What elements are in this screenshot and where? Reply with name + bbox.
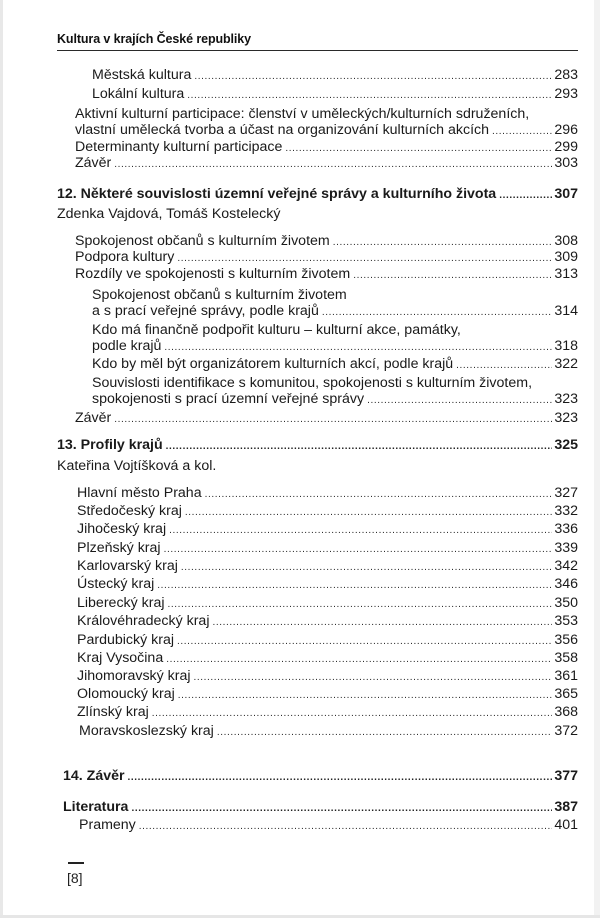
toc-entry-label: podle krajů xyxy=(92,338,162,354)
toc-entry-label: Jihomoravský kraj xyxy=(77,668,191,684)
toc-entry-label: Prameny xyxy=(79,817,136,833)
dot-leader xyxy=(367,392,552,409)
toc-entry-page: 401 xyxy=(554,817,578,833)
toc-entry-page: 358 xyxy=(554,650,578,666)
toc-entry-label: Plzeňský kraj xyxy=(77,540,161,556)
toc-entry-label: Rozdíly ve spokojenosti s kulturním životem xyxy=(75,266,351,282)
dot-leader xyxy=(205,486,553,503)
toc-entry-label: Lokální kultura xyxy=(92,86,185,102)
chapter-page: 377 xyxy=(554,768,578,784)
dot-leader xyxy=(353,267,552,284)
toc-entry-label: Pardubický kraj xyxy=(77,632,174,648)
footer-rule xyxy=(68,862,84,864)
toc-entry-page: 327 xyxy=(554,485,578,501)
toc-entry-label: vlastní umělecká tvorba a účast na organizování kulturních akcích xyxy=(75,122,490,138)
toc-entry-label: Hlavní město Praha xyxy=(77,485,202,501)
toc-entry-label-line1: Spokojenost občanů s kulturním životem xyxy=(92,287,347,303)
chapter-title: 13. Profily krajů xyxy=(57,437,163,453)
toc-entry-label: Závěr xyxy=(75,155,112,171)
dot-leader xyxy=(166,438,553,455)
toc-entry-page: 323 xyxy=(554,391,578,407)
toc-entry-label-line1: Aktivní kulturní participace: členství v uměleckých/kulturních sdruženích, xyxy=(75,106,530,122)
toc-entry-page: 323 xyxy=(554,410,578,426)
toc-entry-page: 356 xyxy=(554,632,578,648)
toc-entry-label: spokojenosti s prací územní veřejné správy xyxy=(92,391,365,407)
toc-entry-page: 353 xyxy=(554,613,578,629)
toc-entry-page: 283 xyxy=(554,67,578,83)
page-left-edge xyxy=(0,0,3,918)
toc-entry-page: 336 xyxy=(554,521,578,537)
dot-leader xyxy=(152,705,553,722)
toc-entry-label: Determinanty kulturní participace xyxy=(75,139,283,155)
toc-entry-page: 318 xyxy=(554,338,578,354)
chapter-page: 307 xyxy=(554,186,578,202)
toc-entry-page: 339 xyxy=(554,540,578,556)
dot-leader xyxy=(164,541,553,558)
toc-entry-label-line1: Souvislosti identifikace s komunitou, spokojenosti s kulturním životem, xyxy=(92,375,533,391)
page-number: [8] xyxy=(67,870,83,886)
toc-entry-label: Liberecký kraj xyxy=(77,595,165,611)
dot-leader xyxy=(114,411,552,428)
chapter-title: 14. Závěr xyxy=(63,768,125,784)
toc-entry-page: 313 xyxy=(554,266,578,282)
toc-entry-page: 303 xyxy=(554,155,578,171)
toc-entry-label: Závěr xyxy=(75,410,112,426)
toc-entry-label: Zlínský kraj xyxy=(77,704,149,720)
chapter-title: 12. Některé souvislosti územní veřejné správy a kulturního života xyxy=(57,186,497,202)
toc-entry-label: Moravskoslezský kraj xyxy=(79,723,214,739)
toc-entry-page: 361 xyxy=(554,668,578,684)
dot-leader xyxy=(185,504,552,521)
dot-leader xyxy=(131,800,552,817)
toc-entry-page: 314 xyxy=(554,303,578,319)
page-right-edge xyxy=(594,0,600,918)
toc-entry-page: 368 xyxy=(554,704,578,720)
toc-entry-label: Karlovarský kraj xyxy=(77,558,178,574)
dot-leader xyxy=(166,651,552,668)
toc-entry-label: Královéhradecký kraj xyxy=(77,613,210,629)
toc-entry-page: 322 xyxy=(554,356,578,372)
toc-entry-label: Městská kultura xyxy=(92,67,192,83)
running-head: Kultura v krajích České republiky xyxy=(57,32,252,46)
toc-entry-label: Olomoucký kraj xyxy=(77,686,175,702)
toc-entry-label-line1: Kdo má finančně podpořit kulturu – kulturní akce, památky, xyxy=(92,322,461,338)
toc-entry-label: Kdo by měl být organizátorem kulturních akcí, podle krajů xyxy=(92,356,454,372)
dot-leader xyxy=(181,559,552,576)
toc-entry-page: 332 xyxy=(554,503,578,519)
toc-entry-label: Kraj Vysočina xyxy=(77,650,164,666)
dot-leader xyxy=(492,123,552,140)
dot-leader xyxy=(217,724,553,741)
toc-entry-page: 293 xyxy=(554,86,578,102)
toc-entry-label: Středočeský kraj xyxy=(77,503,182,519)
toc-entry-page: 350 xyxy=(554,595,578,611)
chapter-page: 325 xyxy=(554,437,578,453)
toc-entry-page: 299 xyxy=(554,139,578,155)
dot-leader xyxy=(177,250,552,267)
toc-entry-label: Podpora kultury xyxy=(75,249,175,265)
dot-leader xyxy=(157,577,552,594)
dot-leader xyxy=(139,818,553,835)
chapter-title: Literatura xyxy=(63,799,129,815)
toc-entry-page: 308 xyxy=(554,233,578,249)
dot-leader xyxy=(499,187,552,204)
chapter-authors: Zdenka Vajdová, Tomáš Kostelecký xyxy=(57,206,281,222)
dot-leader xyxy=(114,156,552,173)
dot-leader xyxy=(178,687,553,704)
dot-leader xyxy=(194,68,552,85)
toc-entry-page: 342 xyxy=(554,558,578,574)
toc-entry-page: 296 xyxy=(554,122,578,138)
toc-entry-label: Jihočeský kraj xyxy=(77,521,167,537)
dot-leader xyxy=(322,304,552,321)
toc-entry-page: 372 xyxy=(554,723,578,739)
toc-entry-page: 309 xyxy=(554,249,578,265)
dot-leader xyxy=(164,339,552,356)
dot-leader xyxy=(128,769,553,786)
chapter-page: 387 xyxy=(554,799,578,815)
toc-entry-label: Spokojenost občanů s kulturním životem xyxy=(75,233,330,249)
dot-leader xyxy=(456,357,552,374)
toc-entry-label: a s prací veřejné správy, podle krajů xyxy=(92,303,319,319)
dot-leader xyxy=(187,87,552,104)
toc-entry-page: 346 xyxy=(554,576,578,592)
dot-leader xyxy=(169,522,552,539)
dot-leader xyxy=(194,669,553,686)
toc-entry-label: Ústecký kraj xyxy=(77,576,155,592)
chapter-authors: Kateřina Vojtíšková a kol. xyxy=(57,458,217,474)
toc-entry-page: 365 xyxy=(554,686,578,702)
header-rule xyxy=(57,50,578,51)
dot-leader xyxy=(177,633,552,650)
dot-leader xyxy=(212,614,552,631)
dot-leader xyxy=(168,596,553,613)
